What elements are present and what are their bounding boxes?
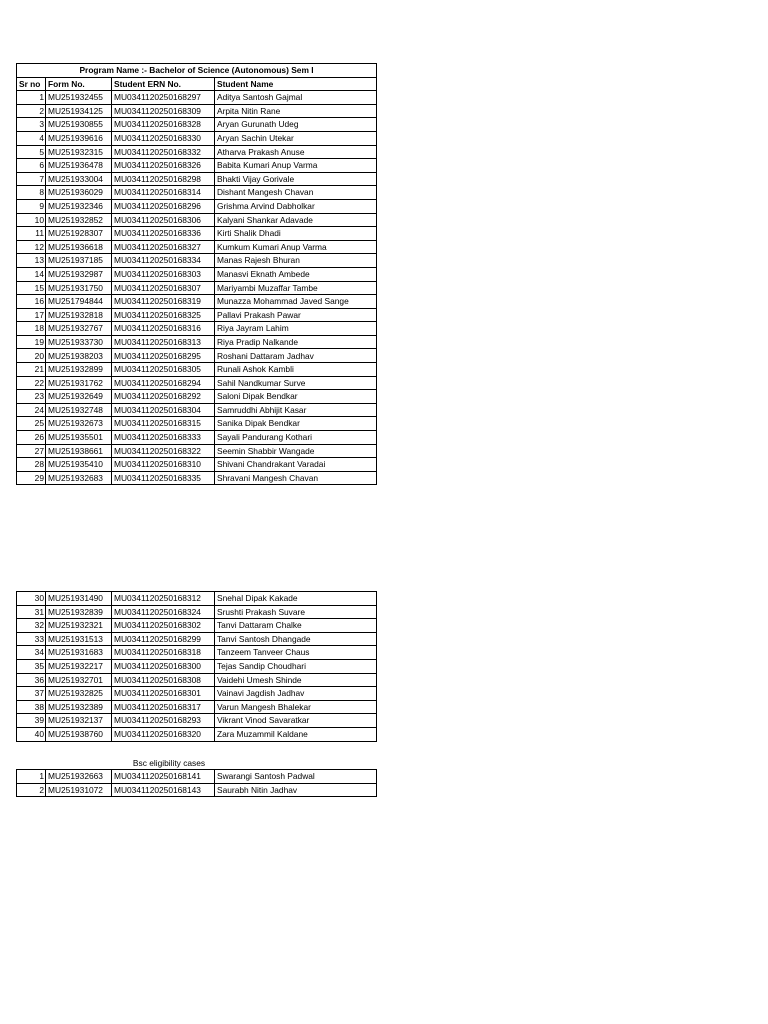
ern-cell: MU0341120250168143: [112, 783, 215, 797]
table-row: [17, 376, 377, 390]
table-row: [17, 646, 377, 660]
student-name-cell: Swarangi Santosh Padwal: [215, 770, 377, 784]
table-row: [17, 403, 377, 417]
table-row: [17, 431, 377, 445]
form-no-cell: MU251932839: [46, 605, 112, 619]
student-name-cell: Runali Ashok Kambli: [215, 363, 377, 377]
sr-cell: 16: [17, 295, 46, 309]
student-name-cell: Vikrant Vinod Savaratkar: [215, 714, 377, 728]
form-no-cell: MU251931072: [46, 783, 112, 797]
sr-cell: 25: [17, 417, 46, 431]
student-name-cell: Roshani Dattaram Jadhav: [215, 349, 377, 363]
form-no-cell: MU251935410: [46, 458, 112, 472]
form-no-cell: MU251934125: [46, 104, 112, 118]
ern-cell: MU0341120250168335: [112, 471, 215, 485]
student-name-cell: Shravani Mangesh Chavan: [215, 471, 377, 485]
column-header-row: [17, 77, 377, 91]
table-row: [17, 281, 377, 295]
student-list-continued: [16, 591, 376, 742]
ern-cell: MU0341120250168302: [112, 619, 215, 633]
ern-cell: MU0341120250168320: [112, 727, 215, 741]
table-row: [17, 349, 377, 363]
sr-cell: 8: [17, 186, 46, 200]
ern-cell: MU0341120250168304: [112, 403, 215, 417]
form-no-cell: MU251933004: [46, 172, 112, 186]
ern-cell: MU0341120250168327: [112, 240, 215, 254]
table-row: [17, 444, 377, 458]
table-row: [17, 227, 377, 241]
sr-cell: 20: [17, 349, 46, 363]
ern-cell: MU0341120250168292: [112, 390, 215, 404]
student-name-cell: Babita Kumari Anup Varma: [215, 159, 377, 173]
ern-cell: MU0341120250168326: [112, 159, 215, 173]
ern-cell: MU0341120250168325: [112, 308, 215, 322]
student-name-cell: Sayali Pandurang Kothari: [215, 431, 377, 445]
student-name-cell: Snehal Dipak Kakade: [215, 592, 377, 606]
sr-cell: 11: [17, 227, 46, 241]
sr-cell: 31: [17, 605, 46, 619]
student-name-cell: Atharva Prakash Anuse: [215, 145, 377, 159]
sr-cell: 39: [17, 714, 46, 728]
table-row: [17, 308, 377, 322]
student-name-cell: Tanzeem Tanveer Chaus: [215, 646, 377, 660]
student-name-cell: Riya Pradip Nalkande: [215, 335, 377, 349]
table-row: [17, 118, 377, 132]
table-row: [17, 186, 377, 200]
table-row: [17, 159, 377, 173]
ern-cell: MU0341120250168297: [112, 91, 215, 105]
form-no-cell: MU251936478: [46, 159, 112, 173]
student-name-cell: Aryan Gurunath Udeg: [215, 118, 377, 132]
sr-cell: 17: [17, 308, 46, 322]
column-header-ern: Student ERN No.: [112, 77, 215, 91]
student-name-cell: Bhakti Vijay Gorivale: [215, 172, 377, 186]
student-name-cell: Srushti Prakash Suvare: [215, 605, 377, 619]
student-name-cell: Arpita Nitin Rane: [215, 104, 377, 118]
ern-cell: MU0341120250168332: [112, 145, 215, 159]
sr-cell: 19: [17, 335, 46, 349]
ern-cell: MU0341120250168141: [112, 770, 215, 784]
table-row: [17, 714, 377, 728]
table-row: [17, 213, 377, 227]
sr-cell: 4: [17, 131, 46, 145]
student-name-cell: Kalyani Shankar Adavade: [215, 213, 377, 227]
sr-cell: 2: [17, 783, 46, 797]
student-name-cell: Manasvi Eknath Ambede: [215, 267, 377, 281]
sr-cell: 1: [17, 770, 46, 784]
form-no-cell: MU251928307: [46, 227, 112, 241]
student-name-cell: Tanvi Santosh Dhangade: [215, 632, 377, 646]
student-name-cell: Vaidehi Umesh Shinde: [215, 673, 377, 687]
ern-cell: MU0341120250168334: [112, 254, 215, 268]
student-name-cell: Vainavi Jagdish Jadhav: [215, 687, 377, 701]
ern-cell: MU0341120250168315: [112, 417, 215, 431]
student-name-cell: Riya Jayram Lahim: [215, 322, 377, 336]
column-header-form: Form No.: [46, 77, 112, 91]
program-title-row: [17, 64, 377, 78]
sr-cell: 3: [17, 118, 46, 132]
ern-cell: MU0341120250168295: [112, 349, 215, 363]
ern-cell: MU0341120250168312: [112, 592, 215, 606]
program-title: Program Name :- Bachelor of Science (Autonomous) Sem I: [17, 64, 377, 78]
sr-cell: 15: [17, 281, 46, 295]
table-row: [17, 632, 377, 646]
table-row: [17, 458, 377, 472]
ern-cell: MU0341120250168322: [112, 444, 215, 458]
table-row: [17, 295, 377, 309]
ern-cell: MU0341120250168314: [112, 186, 215, 200]
form-no-cell: MU251932818: [46, 308, 112, 322]
form-no-cell: MU251932321: [46, 619, 112, 633]
student-name-cell: Varun Mangesh Bhalekar: [215, 700, 377, 714]
ern-cell: MU0341120250168307: [112, 281, 215, 295]
sr-cell: 5: [17, 145, 46, 159]
sr-cell: 32: [17, 619, 46, 633]
sr-cell: 23: [17, 390, 46, 404]
form-no-cell: MU251938661: [46, 444, 112, 458]
ern-cell: MU0341120250168316: [112, 322, 215, 336]
form-no-cell: MU251932767: [46, 322, 112, 336]
student-name-cell: Tejas Sandip Choudhari: [215, 659, 377, 673]
form-no-cell: MU251932852: [46, 213, 112, 227]
ern-cell: MU0341120250168300: [112, 659, 215, 673]
sr-cell: 2: [17, 104, 46, 118]
form-no-cell: MU251794844: [46, 295, 112, 309]
table-row: [17, 417, 377, 431]
ern-cell: MU0341120250168303: [112, 267, 215, 281]
table-row: [17, 390, 377, 404]
student-list-sheet: [16, 63, 376, 485]
ern-cell: MU0341120250168310: [112, 458, 215, 472]
form-no-cell: MU251932389: [46, 700, 112, 714]
form-no-cell: MU251931683: [46, 646, 112, 660]
sr-cell: 7: [17, 172, 46, 186]
ern-cell: MU0341120250168294: [112, 376, 215, 390]
student-name-cell: Munazza Mohammad Javed Sange: [215, 295, 377, 309]
table-row: [17, 172, 377, 186]
sr-cell: 33: [17, 632, 46, 646]
sr-cell: 28: [17, 458, 46, 472]
table-row: [17, 91, 377, 105]
table-row: [17, 145, 377, 159]
sr-cell: 27: [17, 444, 46, 458]
sr-cell: 9: [17, 199, 46, 213]
form-no-cell: MU251932649: [46, 390, 112, 404]
sr-cell: 34: [17, 646, 46, 660]
table-row: [17, 254, 377, 268]
table-row: [17, 363, 377, 377]
form-no-cell: MU251932899: [46, 363, 112, 377]
sr-cell: 18: [17, 322, 46, 336]
student-name-cell: Sahil Nandkumar Surve: [215, 376, 377, 390]
ern-cell: MU0341120250168306: [112, 213, 215, 227]
sr-cell: 29: [17, 471, 46, 485]
student-table-continued-body: [17, 592, 377, 742]
form-no-cell: MU251932683: [46, 471, 112, 485]
form-no-cell: MU251931490: [46, 592, 112, 606]
form-no-cell: MU251935501: [46, 431, 112, 445]
form-no-cell: MU251932455: [46, 91, 112, 105]
form-no-cell: MU251931513: [46, 632, 112, 646]
table-row: [17, 783, 377, 797]
sr-cell: 37: [17, 687, 46, 701]
table-row: [17, 727, 377, 741]
ern-cell: MU0341120250168296: [112, 199, 215, 213]
form-no-cell: MU251936618: [46, 240, 112, 254]
sr-cell: 26: [17, 431, 46, 445]
table-row: [17, 322, 377, 336]
sr-cell: 24: [17, 403, 46, 417]
sr-cell: 21: [17, 363, 46, 377]
ern-cell: MU0341120250168293: [112, 714, 215, 728]
student-name-cell: Aditya Santosh Gajmal: [215, 91, 377, 105]
student-name-cell: Mariyambi Muzaffar Tambe: [215, 281, 377, 295]
student-name-cell: Saloni Dipak Bendkar: [215, 390, 377, 404]
table-row: [17, 659, 377, 673]
student-name-cell: Samruddhi Abhijit Kasar: [215, 403, 377, 417]
student-name-cell: Pallavi Prakash Pawar: [215, 308, 377, 322]
table-row: [17, 267, 377, 281]
student-name-cell: Seemin Shabbir Wangade: [215, 444, 377, 458]
sr-cell: 6: [17, 159, 46, 173]
student-table-body: [17, 91, 377, 485]
sr-cell: 13: [17, 254, 46, 268]
table-row: [17, 104, 377, 118]
student-table: [16, 63, 377, 485]
sr-cell: 10: [17, 213, 46, 227]
table-row: [17, 131, 377, 145]
table-row: [17, 687, 377, 701]
student-name-cell: Dishant Mangesh Chavan: [215, 186, 377, 200]
eligibility-table: [16, 769, 377, 797]
ern-cell: MU0341120250168313: [112, 335, 215, 349]
student-name-cell: Tanvi Dattaram Chalke: [215, 619, 377, 633]
sr-cell: 38: [17, 700, 46, 714]
student-name-cell: Saurabh Nitin Jadhav: [215, 783, 377, 797]
form-no-cell: MU251932825: [46, 687, 112, 701]
form-no-cell: MU251933730: [46, 335, 112, 349]
ern-cell: MU0341120250168305: [112, 363, 215, 377]
column-header-sr: Sr no: [17, 77, 46, 91]
sr-cell: 30: [17, 592, 46, 606]
ern-cell: MU0341120250168308: [112, 673, 215, 687]
student-name-cell: Grishma Arvind Dabholkar: [215, 199, 377, 213]
sr-cell: 14: [17, 267, 46, 281]
student-name-cell: Aryan Sachin Utekar: [215, 131, 377, 145]
form-no-cell: MU251932987: [46, 267, 112, 281]
form-no-cell: MU251932346: [46, 199, 112, 213]
table-row: [17, 605, 377, 619]
ern-cell: MU0341120250168333: [112, 431, 215, 445]
table-row: [17, 199, 377, 213]
sr-cell: 36: [17, 673, 46, 687]
form-no-cell: MU251932701: [46, 673, 112, 687]
student-name-cell: Manas Rajesh Bhuran: [215, 254, 377, 268]
ern-cell: MU0341120250168301: [112, 687, 215, 701]
form-no-cell: MU251932663: [46, 770, 112, 784]
form-no-cell: MU251936029: [46, 186, 112, 200]
table-row: [17, 700, 377, 714]
column-header-name: Student Name: [215, 77, 377, 91]
form-no-cell: MU251939616: [46, 131, 112, 145]
ern-cell: MU0341120250168317: [112, 700, 215, 714]
form-no-cell: MU251932748: [46, 403, 112, 417]
form-no-cell: MU251938760: [46, 727, 112, 741]
form-no-cell: MU251930855: [46, 118, 112, 132]
ern-cell: MU0341120250168318: [112, 646, 215, 660]
table-row: [17, 335, 377, 349]
sr-cell: 22: [17, 376, 46, 390]
form-no-cell: MU251931750: [46, 281, 112, 295]
sr-cell: 12: [17, 240, 46, 254]
table-row: [17, 240, 377, 254]
student-name-cell: Kirti Shalik Dhadi: [215, 227, 377, 241]
sr-cell: 40: [17, 727, 46, 741]
ern-cell: MU0341120250168299: [112, 632, 215, 646]
form-no-cell: MU251931762: [46, 376, 112, 390]
ern-cell: MU0341120250168319: [112, 295, 215, 309]
ern-cell: MU0341120250168328: [112, 118, 215, 132]
sr-cell: 1: [17, 91, 46, 105]
table-row: [17, 471, 377, 485]
student-table-continued: [16, 591, 377, 742]
ern-cell: MU0341120250168309: [112, 104, 215, 118]
form-no-cell: MU251932673: [46, 417, 112, 431]
table-row: [17, 619, 377, 633]
ern-cell: MU0341120250168298: [112, 172, 215, 186]
ern-cell: MU0341120250168336: [112, 227, 215, 241]
form-no-cell: MU251938203: [46, 349, 112, 363]
table-row: [17, 592, 377, 606]
table-row: [17, 673, 377, 687]
table-row: [17, 770, 377, 784]
student-name-cell: Sanika Dipak Bendkar: [215, 417, 377, 431]
eligibility-section-title: Bsc eligibility cases: [132, 758, 206, 768]
student-name-cell: Shivani Chandrakant Varadai: [215, 458, 377, 472]
form-no-cell: MU251932137: [46, 714, 112, 728]
eligibility-list: [16, 769, 376, 797]
ern-cell: MU0341120250168330: [112, 131, 215, 145]
form-no-cell: MU251932217: [46, 659, 112, 673]
student-name-cell: Zara Muzammil Kaldane: [215, 727, 377, 741]
form-no-cell: MU251937185: [46, 254, 112, 268]
sr-cell: 35: [17, 659, 46, 673]
student-name-cell: Kumkum Kumari Anup Varma: [215, 240, 377, 254]
form-no-cell: MU251932315: [46, 145, 112, 159]
ern-cell: MU0341120250168324: [112, 605, 215, 619]
eligibility-table-body: [17, 770, 377, 797]
